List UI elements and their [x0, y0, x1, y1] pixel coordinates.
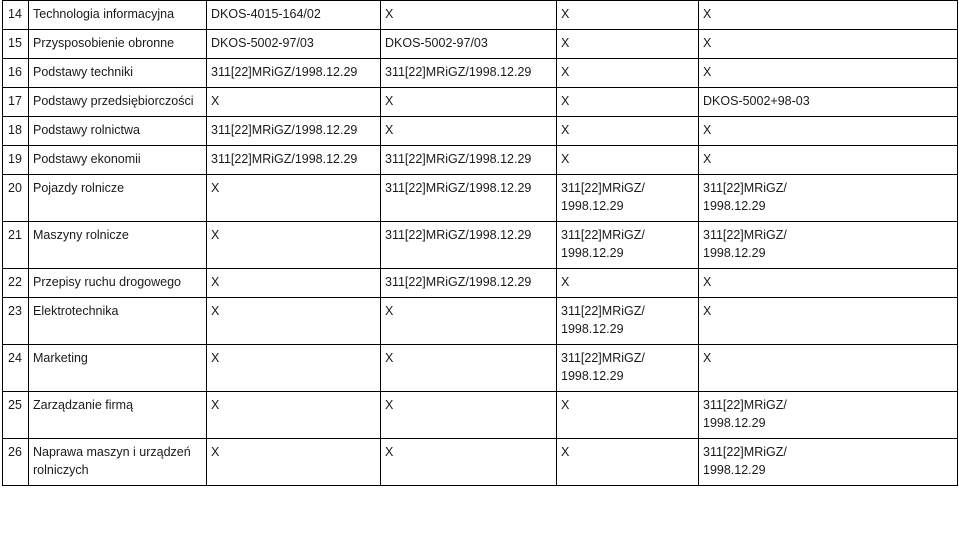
table-row: [3, 298, 958, 345]
row-number: 25: [3, 392, 29, 439]
table-row: [3, 269, 958, 298]
program-cell: 311[22]MRiGZ/ 1998.12.29: [557, 345, 699, 392]
program-cell: DKOS-5002-97/03: [207, 30, 381, 59]
program-cell: X: [699, 146, 958, 175]
program-cell: X: [381, 439, 557, 486]
program-cell: X: [557, 88, 699, 117]
program-cell: 311[22]MRiGZ/ 1998.12.29: [699, 222, 958, 269]
row-number: 24: [3, 345, 29, 392]
program-cell: X: [557, 30, 699, 59]
row-number: 18: [3, 117, 29, 146]
program-cell: X: [207, 345, 381, 392]
table-row: [3, 1, 958, 30]
row-number: 26: [3, 439, 29, 486]
table-row: [3, 88, 958, 117]
subject-name: Przepisy ruchu drogowego: [29, 269, 207, 298]
program-cell: X: [207, 439, 381, 486]
subject-name: Podstawy techniki: [29, 59, 207, 88]
program-cell: X: [381, 1, 557, 30]
program-cell: 311[22]MRiGZ/1998.12.29: [381, 269, 557, 298]
table-row: [3, 175, 958, 222]
curriculum-table: [2, 0, 958, 486]
program-cell: 311[22]MRiGZ/1998.12.29: [207, 59, 381, 88]
program-cell: X: [381, 298, 557, 345]
program-cell: 311[22]MRiGZ/ 1998.12.29: [699, 175, 958, 222]
table-row: [3, 439, 958, 486]
row-number: 23: [3, 298, 29, 345]
program-cell: 311[22]MRiGZ/1998.12.29: [381, 146, 557, 175]
program-cell: X: [699, 59, 958, 88]
subject-name: Technologia informacyjna: [29, 1, 207, 30]
table-row: [3, 392, 958, 439]
program-cell: DKOS-5002-97/03: [381, 30, 557, 59]
program-cell: X: [381, 392, 557, 439]
program-cell: X: [207, 269, 381, 298]
program-cell: X: [699, 298, 958, 345]
subject-name: Podstawy ekonomii: [29, 146, 207, 175]
subject-name: Przysposobienie obronne: [29, 30, 207, 59]
row-number: 15: [3, 30, 29, 59]
program-cell: X: [699, 117, 958, 146]
subject-name: Naprawa maszyn i urządzeń rolniczych: [29, 439, 207, 486]
program-cell: X: [207, 392, 381, 439]
subject-name: Pojazdy rolnicze: [29, 175, 207, 222]
program-cell: X: [381, 117, 557, 146]
subject-name: Marketing: [29, 345, 207, 392]
subject-name: Zarządzanie firmą: [29, 392, 207, 439]
program-cell: X: [557, 1, 699, 30]
table-body: [3, 1, 958, 486]
table-row: [3, 30, 958, 59]
table-row: [3, 117, 958, 146]
program-cell: X: [557, 117, 699, 146]
table-row: [3, 146, 958, 175]
program-cell: X: [699, 269, 958, 298]
program-cell: 311[22]MRiGZ/ 1998.12.29: [557, 298, 699, 345]
row-number: 16: [3, 59, 29, 88]
program-cell: X: [557, 269, 699, 298]
row-number: 14: [3, 1, 29, 30]
table-row: [3, 222, 958, 269]
program-cell: X: [557, 59, 699, 88]
program-cell: 311[22]MRiGZ/1998.12.29: [381, 59, 557, 88]
program-cell: X: [557, 439, 699, 486]
subject-name: Maszyny rolnicze: [29, 222, 207, 269]
program-cell: X: [699, 30, 958, 59]
program-cell: 311[22]MRiGZ/ 1998.12.29: [699, 439, 958, 486]
program-cell: 311[22]MRiGZ/ 1998.12.29: [699, 392, 958, 439]
row-number: 20: [3, 175, 29, 222]
program-cell: DKOS-4015-164/02: [207, 1, 381, 30]
program-cell: X: [699, 1, 958, 30]
program-cell: 311[22]MRiGZ/1998.12.29: [381, 222, 557, 269]
program-cell: 311[22]MRiGZ/1998.12.29: [381, 175, 557, 222]
program-cell: 311[22]MRiGZ/1998.12.29: [207, 117, 381, 146]
subject-name: Elektrotechnika: [29, 298, 207, 345]
row-number: 21: [3, 222, 29, 269]
row-number: 22: [3, 269, 29, 298]
program-cell: X: [381, 88, 557, 117]
program-cell: X: [557, 146, 699, 175]
program-cell: X: [381, 345, 557, 392]
subject-name: Podstawy przedsiębiorczości: [29, 88, 207, 117]
program-cell: DKOS-5002+98-03: [699, 88, 958, 117]
program-cell: X: [699, 345, 958, 392]
program-cell: 311[22]MRiGZ/ 1998.12.29: [557, 222, 699, 269]
program-cell: X: [557, 392, 699, 439]
subject-name: Podstawy rolnictwa: [29, 117, 207, 146]
program-cell: X: [207, 175, 381, 222]
program-cell: X: [207, 222, 381, 269]
table-row: [3, 345, 958, 392]
row-number: 19: [3, 146, 29, 175]
program-cell: 311[22]MRiGZ/1998.12.29: [207, 146, 381, 175]
program-cell: X: [207, 298, 381, 345]
row-number: 17: [3, 88, 29, 117]
program-cell: 311[22]MRiGZ/ 1998.12.29: [557, 175, 699, 222]
table-row: [3, 59, 958, 88]
program-cell: X: [207, 88, 381, 117]
